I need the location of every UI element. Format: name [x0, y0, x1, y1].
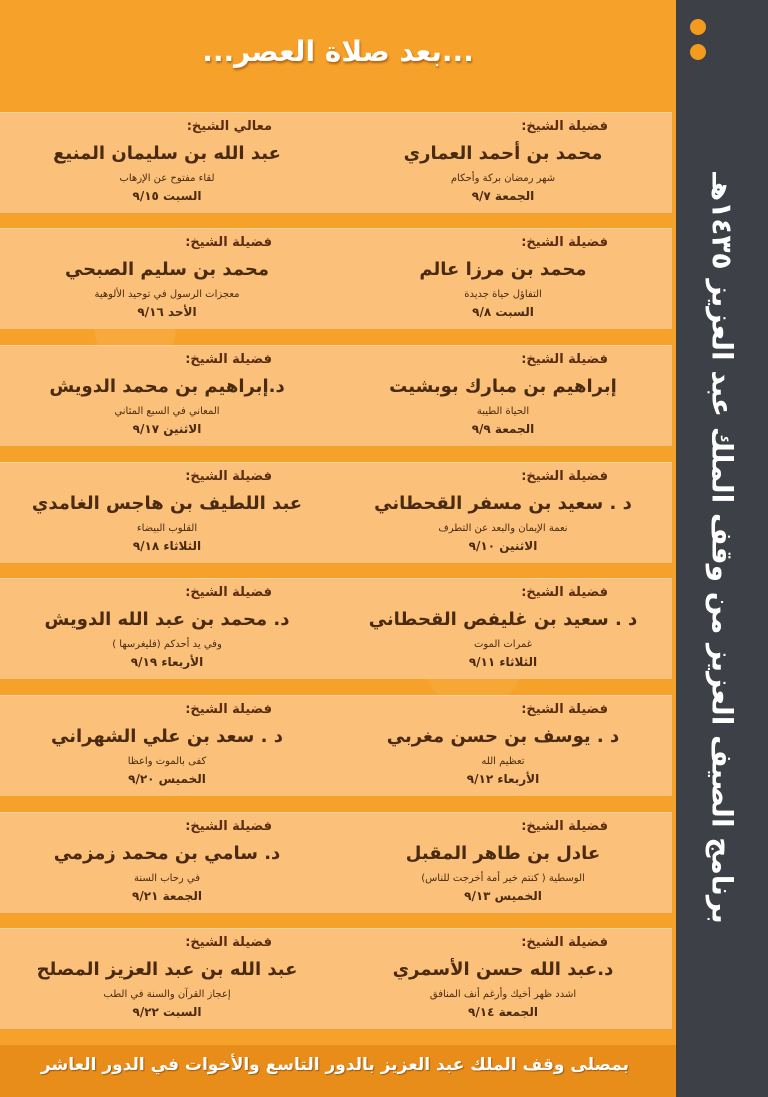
speaker-title: فضيلة الشيخ: [185, 352, 272, 367]
speaker-name: محمد بن أحمد العماري [403, 143, 603, 164]
lecture-topic: معجزات الرسول في توحيد الألوهية [94, 289, 240, 300]
decorative-dot [690, 19, 706, 35]
lecture-date: الأربعاء ٩/١٢ [466, 772, 540, 786]
speaker-name: عبد الله بن عبد العزيز المصلح [36, 959, 298, 980]
speaker-title: فضيلة الشيخ: [185, 935, 272, 950]
speaker-name: عبد اللطيف بن هاجس الغامدي [31, 493, 303, 514]
lecture-topic: المعاني في السبع المثاني [114, 406, 220, 417]
lecture-card [2, 346, 332, 446]
lecture-topic: شهر رمضان بركة وأحكام [450, 173, 556, 184]
lecture-topic: الوسطية ( كنتم خير أمة أخرجت للناس) [421, 873, 585, 884]
schedule-row [0, 462, 672, 563]
speaker-name: د. محمد بن عبد الله الدويش [44, 609, 290, 630]
speaker-title: فضيلة الشيخ: [185, 702, 272, 717]
lecture-topic: لقاء مفتوح عن الإرهاب [119, 173, 215, 184]
speaker-title: فضيلة الشيخ: [185, 469, 272, 484]
speaker-title: فضيلة الشيخ: [521, 819, 608, 834]
lecture-card [2, 813, 332, 913]
speaker-title: فضيلة الشيخ: [521, 352, 608, 367]
speaker-title: فضيلة الشيخ: [521, 119, 608, 134]
speaker-title: فضيلة الشيخ: [185, 819, 272, 834]
lecture-date: الخميس ٩/٢٠ [128, 772, 206, 786]
lecture-topic: القلوب البيضاء [136, 523, 198, 534]
speaker-title: فضيلة الشيخ: [185, 585, 272, 600]
speaker-name: د . سعيد بن غليفص القحطاني [368, 609, 638, 630]
schedule-row [0, 695, 672, 796]
lecture-date: الأحد ٩/١٦ [137, 305, 197, 319]
speaker-name: محمد بن سليم الصبحي [64, 259, 270, 280]
speaker-name: د.عبد الله حسن الأسمري [392, 959, 614, 980]
lecture-date: الخميس ٩/١٣ [464, 889, 542, 903]
lecture-date: السبت ٩/٨ [472, 305, 534, 319]
lecture-card [2, 696, 332, 796]
lecture-topic: في رحاب السنة [133, 873, 201, 884]
lecture-card [2, 929, 332, 1029]
speaker-title: فضيلة الشيخ: [521, 935, 608, 950]
section-header: ...بعد صلاة العصر... [202, 35, 474, 68]
lecture-card [2, 463, 332, 563]
lecture-date: السبت ٩/٢٢ [132, 1005, 202, 1019]
program-title: برنامج الصيف العزيز من وقف الملك عبد العزيز ١٤٣٥هـ [705, 172, 739, 924]
schedule-row [0, 812, 672, 913]
lecture-topic: وفي يد أحدكم (فليغرسها ) [112, 639, 222, 650]
lecture-date: الثلاثاء ٩/١٨ [132, 539, 202, 553]
lecture-date: السبت ٩/١٥ [132, 189, 202, 203]
lecture-card [338, 346, 668, 446]
speaker-title: فضيلة الشيخ: [185, 235, 272, 250]
lecture-topic: غمرات الموت [473, 639, 533, 650]
lecture-card [338, 463, 668, 563]
lecture-card [2, 579, 332, 679]
schedule-row [0, 228, 672, 329]
lecture-date: الأربعاء ٩/١٩ [130, 655, 204, 669]
schedule-row [0, 928, 672, 1029]
lecture-date: الجمعة ٩/٢١ [132, 889, 202, 903]
lecture-card [338, 929, 668, 1029]
speaker-name: إبراهيم بن مبارك بوبشيت [389, 376, 617, 397]
speaker-name: د . سعيد بن مسفر القحطاني [374, 493, 632, 514]
lecture-card [338, 813, 668, 913]
speaker-title: فضيلة الشيخ: [521, 235, 608, 250]
speaker-title: فضيلة الشيخ: [521, 469, 608, 484]
lecture-topic: الحياة الطيبة [476, 406, 530, 417]
lecture-topic: اشدد ظهر أخيك وأرغم أنف المنافق [429, 989, 577, 1000]
lecture-date: الثلاثاء ٩/١١ [468, 655, 538, 669]
decorative-dot [690, 44, 706, 60]
lecture-date: الجمعة ٩/٧ [471, 189, 535, 203]
speaker-name: د. سامي بن محمد زمزمي [53, 843, 281, 864]
schedule-row [0, 578, 672, 679]
speaker-name: د.إبراهيم بن محمد الدويش [49, 376, 285, 397]
lecture-card [338, 229, 668, 329]
speaker-name: د . سعد بن علي الشهراني [51, 726, 283, 747]
speaker-name: محمد بن مرزا عالم [419, 259, 587, 280]
lecture-date: الاثنين ٩/١٧ [132, 422, 202, 436]
speaker-name: د . يوسف بن حسن مغربي [386, 726, 620, 747]
lecture-topic: التفاؤل حياة جديدة [464, 289, 542, 300]
speaker-title: فضيلة الشيخ: [521, 702, 608, 717]
lecture-card [338, 696, 668, 796]
speaker-title: فضيلة الشيخ: [521, 585, 608, 600]
speaker-name: عبد الله بن سليمان المنيع [53, 143, 281, 164]
speaker-title: معالي الشيخ: [186, 119, 272, 134]
lecture-card [2, 113, 332, 213]
lecture-card [338, 579, 668, 679]
schedule-row [0, 112, 672, 213]
lecture-card [2, 229, 332, 329]
lecture-topic: تعظيم الله [481, 756, 525, 767]
speaker-name: عادل بن طاهر المقبل [405, 843, 601, 864]
lecture-topic: إعجاز القرآن والسنة في الطب [103, 989, 231, 1000]
lecture-date: الاثنين ٩/١٠ [468, 539, 538, 553]
schedule-row [0, 345, 672, 446]
lecture-date: الجمعة ٩/٩ [471, 422, 535, 436]
footer-text: بمصلى وقف الملك عبد العزيز بالدور التاسع والأخوات في الدور العاشر [40, 1055, 630, 1075]
lecture-topic: كفى بالموت واعظا [127, 756, 207, 767]
lecture-topic: نعمة الإيمان والبعد عن التطرف [438, 523, 568, 534]
lecture-date: الجمعة ٩/١٤ [468, 1005, 538, 1019]
lecture-card [338, 113, 668, 213]
